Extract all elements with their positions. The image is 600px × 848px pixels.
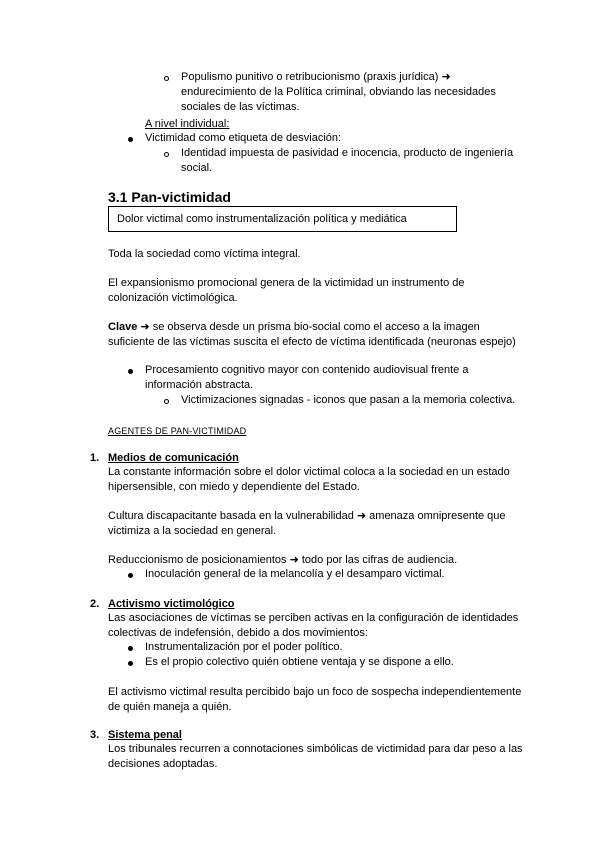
item-number: 3. [90, 729, 100, 741]
sub-bullet-text: Identidad impuesta de pasividad e inocencia, producto de ingeniería social. [181, 147, 514, 174]
paragraph: Toda la sociedad como víctima integral. [108, 248, 301, 260]
sub-bullet-text: Victimizaciones signadas - iconos que pasan a la memoria colectiva. [181, 394, 516, 406]
disc-bullet-icon [128, 137, 133, 142]
bullet-text: Inoculación general de la melancolía y el desamparo victimal. [145, 568, 445, 580]
item-title: Medios de comunicación [108, 452, 239, 464]
paragraph: Las asociaciones de víctimas se perciben activas en la configuración de identidades colectivas de indefensión, debido a dos movimientos: [108, 612, 519, 639]
bullet-text: Victimidad como etiqueta de desviación: [145, 132, 342, 144]
bullet-text: Procesamiento cognitivo mayor con contenido audiovisual frente a información abstracta. [145, 364, 469, 391]
circle-bullet-icon [164, 152, 169, 157]
paragraph: El activismo victimal resulta percibido bajo un foco de sospecha independientemente de quién maneja a quién. [108, 686, 522, 713]
disc-bullet-icon [128, 573, 133, 578]
paragraph: La constante información sobre el dolor victimal coloca a la sociedad en un estado hipersensible, con miedo y dependiente del Estado. [108, 466, 510, 493]
section-heading: 3.1 Pan-victimidad [108, 189, 231, 205]
agents-title: AGENTES DE PAN-VICTIMIDAD [108, 426, 247, 436]
disc-bullet-icon [128, 646, 133, 651]
paragraph: Reduccionismo de posicionamientos ➜ todo por las cifras de audiencia. [108, 554, 458, 566]
item-title: Activismo victimológico [108, 598, 235, 610]
item-number: 1. [90, 452, 100, 464]
sub-bullet-text: Populismo punitivo o retribucionismo (praxis jurídica) ➜ endurecimiento de la Política criminal, obviando las necesidades sociales de las víctimas. [181, 71, 496, 113]
paragraph-key [108, 320, 523, 350]
paragraph: Cultura discapacitante basada en la vulnerabilidad ➜ amenaza omnipresente que victimiza a la sociedad en general. [108, 510, 506, 537]
circle-bullet-icon [164, 399, 169, 404]
item-title: Sistema penal [108, 729, 182, 741]
bullet-text: Instrumentalización por el poder político. [145, 641, 343, 653]
paragraph: El expansionismo promocional genera de la victimidad un instrumento de colonización victimológica. [108, 277, 465, 304]
item-number: 2. [90, 598, 100, 610]
key-text: ➜ se observa desde un prisma bio-social como el acceso a la imagen suficiente de las víctimas suscita el efecto de víctima identificada (neuronas espejo) [108, 321, 516, 348]
disc-bullet-icon [128, 369, 133, 374]
key-label: Clave [108, 321, 138, 333]
circle-bullet-icon [164, 76, 169, 81]
bullet-text: Es el propio colectivo quién obtiene ventaja y se dispone a ello. [145, 656, 454, 668]
individual-label: A nivel individual: [145, 118, 230, 130]
summary-box [108, 206, 457, 232]
summary-box-text: Dolor victimal como instrumentalización política y mediática [117, 213, 407, 225]
paragraph: Los tribunales recurren a connotaciones simbólicas de victimidad para dar peso a las decisiones adoptadas. [108, 743, 523, 770]
disc-bullet-icon [128, 661, 133, 666]
